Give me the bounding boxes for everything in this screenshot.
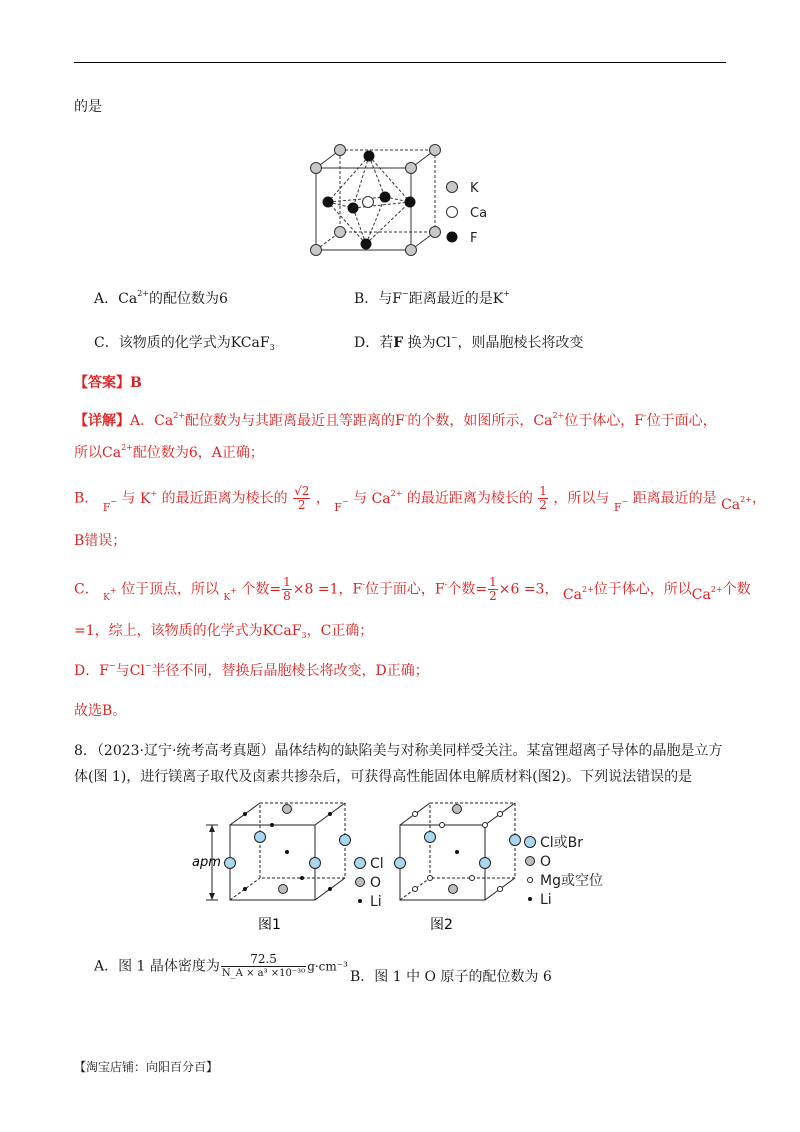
answer: 【答案】B: [74, 375, 142, 391]
fig1-legend-o: O: [370, 875, 382, 891]
q8-crystal-figures: [190, 795, 630, 940]
detail-d: D．F−与Cl−半径不同，替换后晶胞棱长将改变，D正确；: [74, 661, 429, 679]
conclusion: 故选B。: [74, 703, 127, 719]
option-b[interactable]: B．与F−距离最近的是K+: [354, 289, 510, 307]
detail-b-line2: B错误；: [74, 533, 127, 549]
question-fragment: 的是: [74, 99, 102, 115]
footer-shop: 【淘宝店铺：向阳百分百】: [74, 1060, 219, 1074]
header-rule: [74, 62, 726, 63]
kcaf3-unit-cell-figure: [300, 140, 500, 265]
fig1-caption: 图1: [258, 917, 281, 933]
fig2-caption: 图2: [430, 917, 453, 933]
detail-a-line1: 【详解】A．$Ca^{2+}$配位数为与其距离最近且等距离的F-的个数，如图所示，$Ca^{2+}$位于体心，F-位于面心，: [74, 411, 717, 429]
fig2-legend-clbr: Cl或Br: [540, 835, 584, 851]
q8-option-b[interactable]: B．图 1 中 O 原子的配位数为 6: [350, 969, 552, 985]
detail-b-line1: B． $_{F^-}$ 与 K+ 的最近距离为棱长的 $\frac{√2}{2}$ ， $_{F^-}$ 与 $Ca^{2+}$ 的最近距离为棱长的 $\frac{1}{2}$ ，所以与 $_{F^-}$ 距离最近的是 $Ca^{2+}$，: [74, 484, 766, 514]
q8-line2: 体(图 1)，进行镁离子取代及卤素共掺杂后，可获得高性能固体电解质材料(图2)。下列说法错误的是: [74, 769, 693, 785]
option-a[interactable]: A．$Ca^{2+}$的配位数为6: [94, 289, 228, 307]
fig2-legend-o: O: [540, 854, 552, 870]
option-d[interactable]: D．若F 换为Cl−，则晶胞棱长将改变: [354, 333, 584, 351]
detail-c-line2: =1，综上，该物质的化学式为KCaF$_3$，C正确；: [74, 623, 374, 640]
option-c[interactable]: C．该物质的化学式为KCaF$_3$: [94, 335, 275, 352]
fig1-legend-li: Li: [370, 894, 382, 910]
fig1-dim-label: apm: [192, 855, 221, 870]
detail-a-line2: 所以$Ca^{2+}$配位数为6，A正确；: [74, 443, 264, 461]
legend-ca: Ca: [470, 206, 488, 221]
fig1-legend-cl: Cl: [370, 856, 384, 872]
legend-f: F: [470, 231, 478, 246]
q8-option-a[interactable]: A．图 1 晶体密度为 $\frac{72.5}{\text{N\_A × a³ ×10⁻³⁰}}$ g·cm⁻³: [94, 952, 348, 979]
fig2-legend-mg: Mg或空位: [540, 873, 603, 889]
q8-line1: 8．（2023·辽宁·统考高考真题）晶体结构的缺陷美与对称美同样受关注。某富锂超离子导体的晶胞是立方: [74, 743, 723, 759]
fig2-legend-li: Li: [540, 892, 552, 908]
detail-c-line1: C． $_{K^+}$ 位于顶点，所以 $_{K^+}$ 个数= $\frac{1}{8}$ ×8 =1，F-位于面心，F-个数= $\frac{1}{2}$ ×6 =3， $Ca^{2+}$位于体心，所以$Ca^{2+}$个数: [74, 575, 751, 603]
legend-k: K: [470, 181, 479, 196]
